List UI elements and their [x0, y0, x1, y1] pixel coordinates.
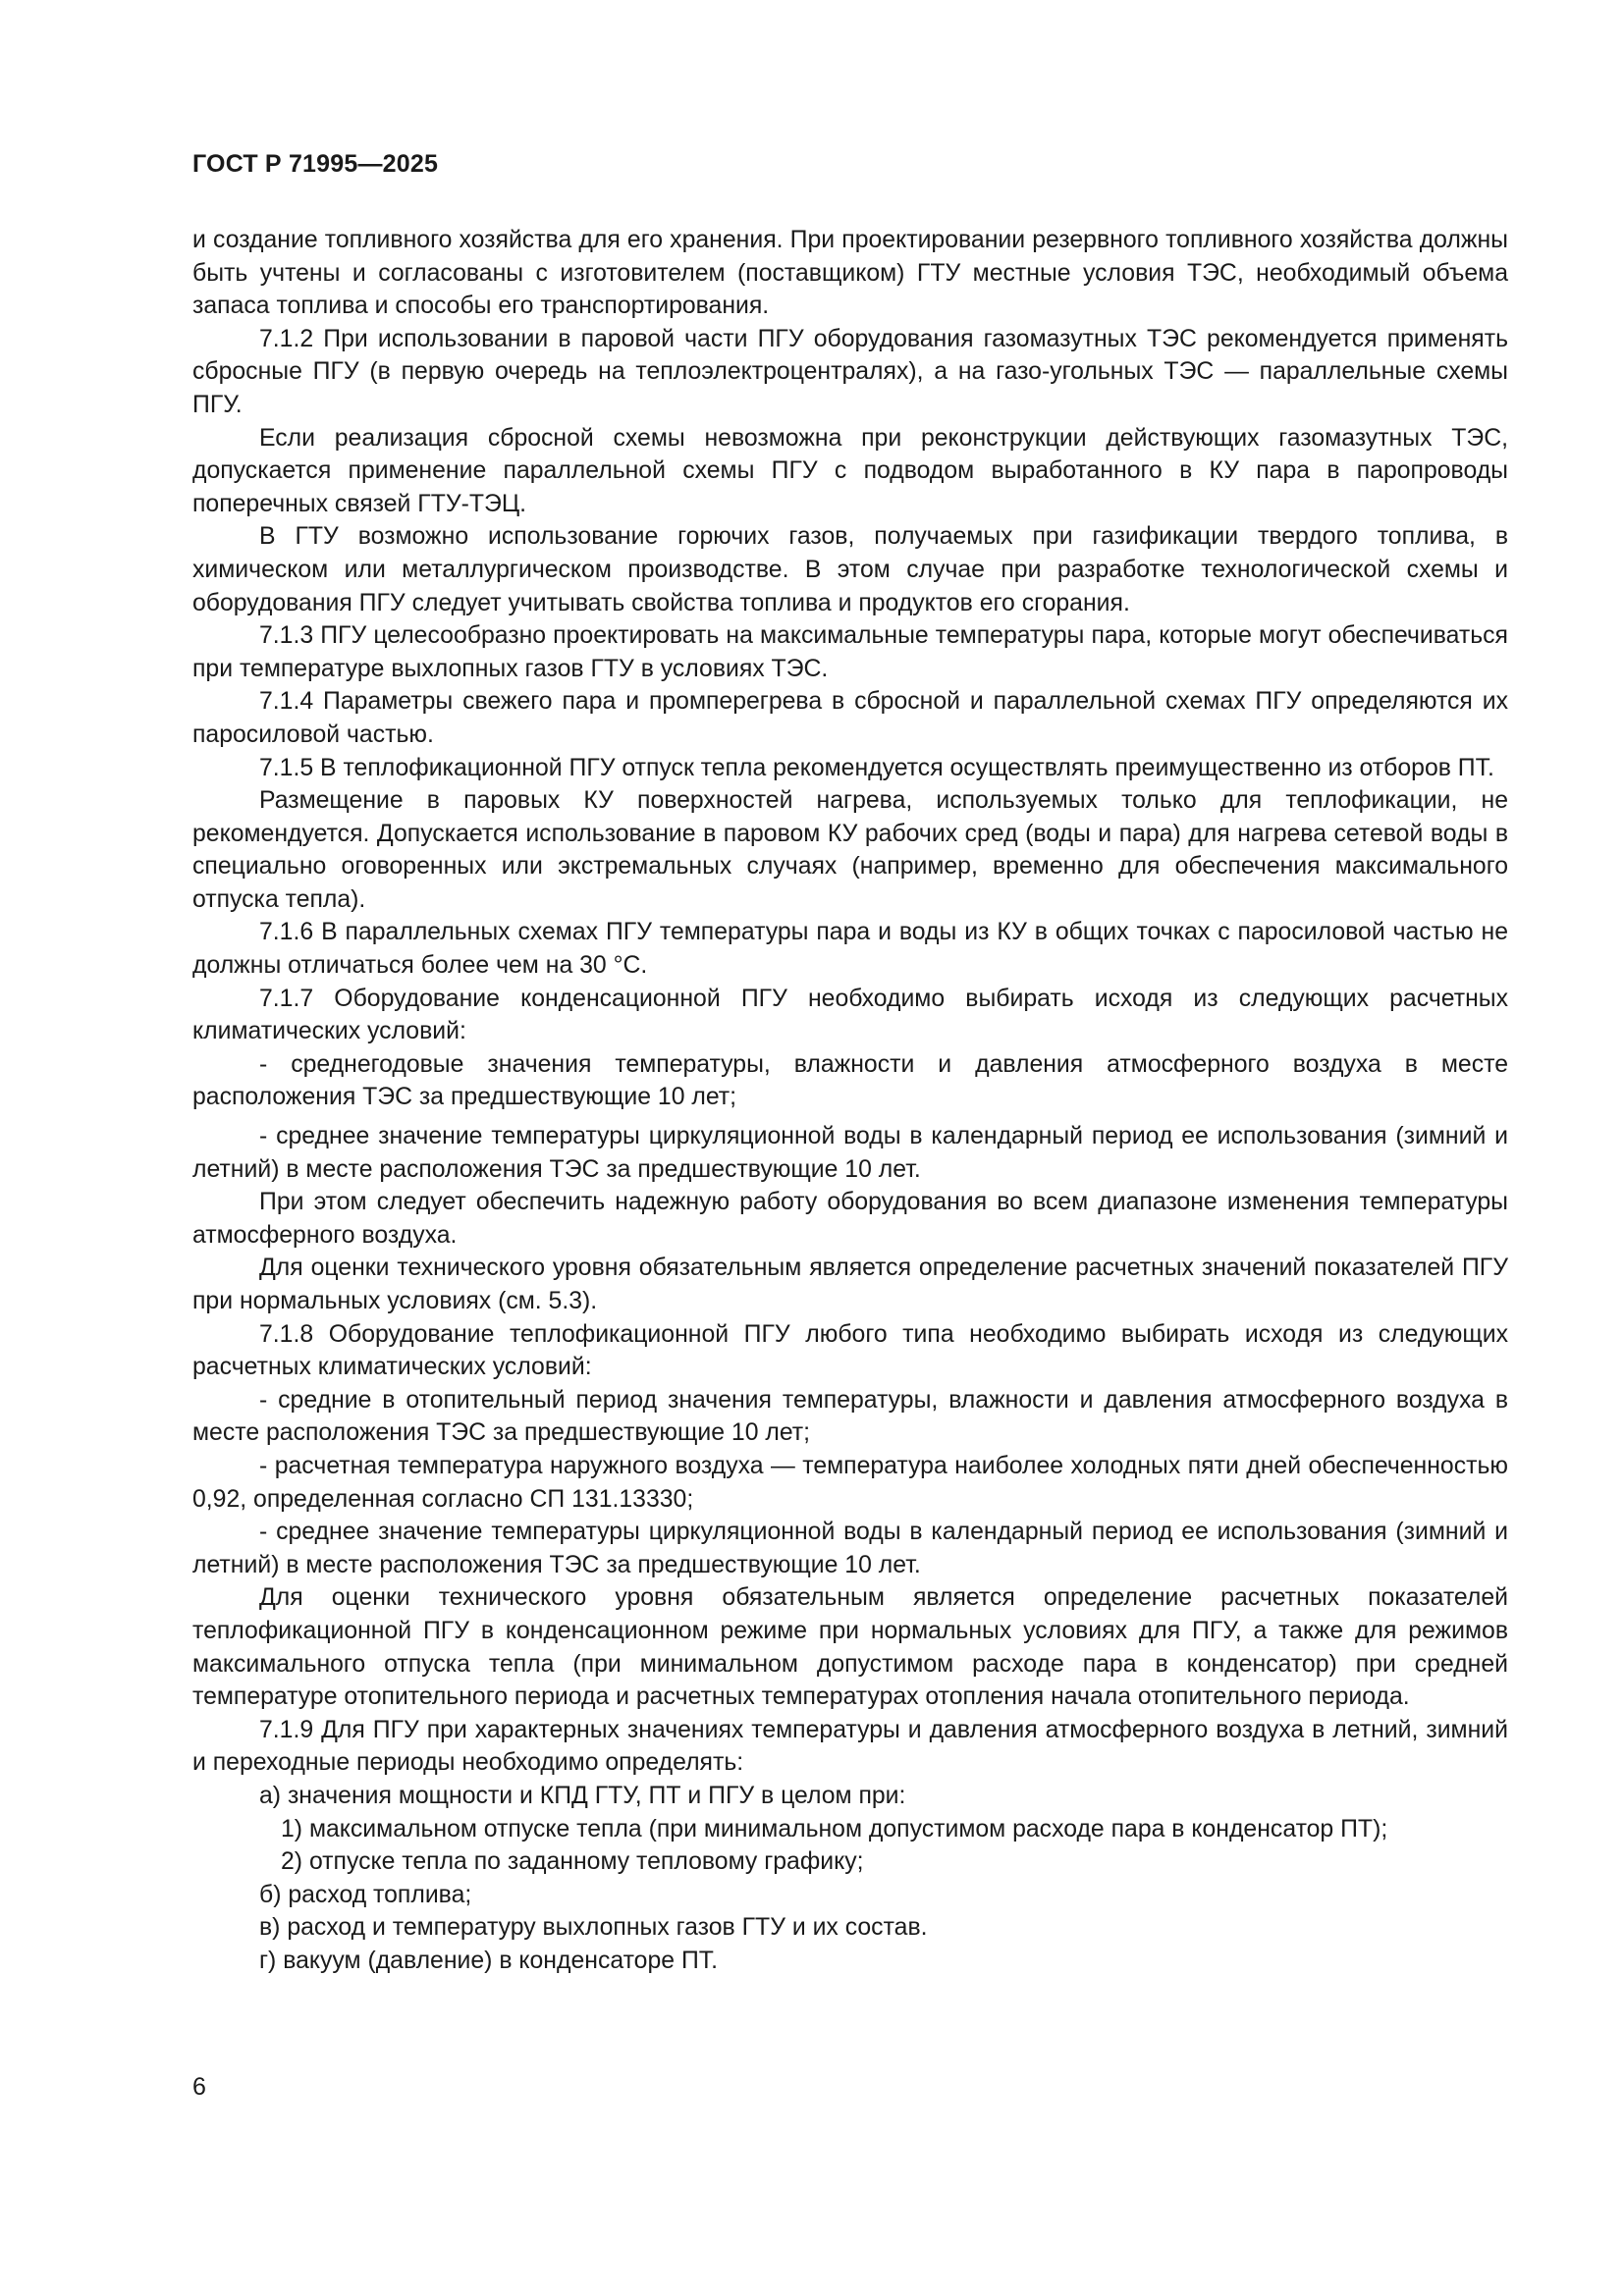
- list-item: б) расход топлива;: [259, 1881, 472, 1908]
- list-item: 1) максимальном отпуске тепла (при минимальном допустимом расходе пара в конденсатор ПТ);: [281, 1815, 1388, 1842]
- paragraph-7-1-7: 7.1.7 Оборудование конденсационной ПГУ необходимо выбирать исходя из следующих расчетных климатических условий:: [192, 985, 1508, 1045]
- list-item: - среднегодовые значения температуры, влажности и давления атмосферного воздуха в месте расположения ТЭС за предшествующие 10 лет;: [192, 1050, 1508, 1111]
- list-item: г) вакуум (давление) в конденсаторе ПТ.: [259, 1947, 719, 1974]
- paragraph: Для оценки технического уровня обязательным является определение расчетных значений показателей ПГУ при нормальных условиях (см. 5.3).: [192, 1255, 1508, 1314]
- paragraph: В ГТУ возможно использование горючих газов, получаемых при газификации твердого топлива, в химическом или металлургическом производстве. В этом случае при разработке технологической схемы и оборудования ПГУ следует учитывать свойства топлива и продуктов его сгорания.: [192, 523, 1508, 616]
- paragraph: Для оценки технического уровня обязательным является определение расчетных показателей теплофикационной ПГУ в конденсационном режиме при нормальных условиях для ПГУ, а также для режимов максимального отпуска тепла (при минимальном допустимом расходе пара в конденсатор) при средней температуре отопительного периода и расчетных температурах отопления начала отопительного периода.: [192, 1584, 1508, 1711]
- page-number: 6: [192, 2073, 206, 2101]
- list-item: 2) отпуске тепла по заданному тепловому графику;: [281, 1848, 864, 1876]
- paragraph: При этом следует обеспечить надежную работу оборудования во всем диапазоне изменения температуры атмосферного воздуха.: [192, 1189, 1508, 1249]
- paragraph-7-1-3: 7.1.3 ПГУ целесообразно проектировать на максимальные температуры пара, которые могут обеспечиваться при температуре выхлопных газов ГТУ в условиях ТЭС.: [192, 622, 1508, 682]
- document-body: [192, 224, 1508, 1977]
- paragraph: Если реализация сбросной схемы невозможна при реконструкции действующих газомазутных ТЭС, допускается применение параллельной схемы ПГУ с подводом выработанного в КУ пара в паропроводы поперечных связей ГТУ-ТЭЦ.: [192, 424, 1508, 517]
- list-item: - среднее значение температуры циркуляционной воды в календарный период ее использования (зимний и летний) в месте расположения ТЭС за предшествующие 10 лет.: [192, 1519, 1508, 1578]
- paragraph: Размещение в паровых КУ поверхностей нагрева, используемых только для теплофикации, не рекомендуется. Допускается использование в паровом КУ рабочих сред (воды и пара) для нагрева сетевой воды в специально оговоренных или экстремальных случаях (например, временно для обеспечения максимального отпуска тепла).: [192, 787, 1508, 913]
- list-item: - расчетная температура наружного воздуха — температура наиболее холодных пяти дней обеспеченностью 0,92, определенная согласно СП 131.13330;: [192, 1452, 1508, 1513]
- document-header: ГОСТ Р 71995—2025: [192, 150, 439, 178]
- paragraph-7-1-2: 7.1.2 При использовании в паровой части ПГУ оборудования газомазутных ТЭС рекомендуется применять сбросные ПГУ (в первую очередь на теплоэлектроцентралях), а на газо-угольных ТЭС — параллельные схемы ПГУ.: [192, 325, 1508, 418]
- paragraph-7-1-8: 7.1.8 Оборудование теплофикационной ПГУ любого типа необходимо выбирать исходя из следующих расчетных климатических условий:: [192, 1320, 1508, 1381]
- paragraph-7-1-4: 7.1.4 Параметры свежего пара и промперегрева в сбросной и параллельной схемах ПГУ определяются их паросиловой частью.: [192, 688, 1508, 748]
- list-item: - среднее значение температуры циркуляционной воды в календарный период ее использования (зимний и летний) в месте расположения ТЭС за предшествующие 10 лет.: [192, 1123, 1508, 1183]
- list-item: а) значения мощности и КПД ГТУ, ПТ и ПГУ в целом при:: [259, 1782, 906, 1809]
- paragraph-7-1-9: 7.1.9 Для ПГУ при характерных значениях температуры и давления атмосферного воздуха в летний, зимний и переходные периоды необходимо определять:: [192, 1716, 1508, 1777]
- paragraph-7-1-6: 7.1.6 В параллельных схемах ПГУ температуры пара и воды из КУ в общих точках с паросиловой частью не должны отличаться более чем на 30 °С.: [192, 919, 1508, 980]
- list-item: - средние в отопительный период значения температуры, влажности и давления атмосферного воздуха в месте расположения ТЭС за предшествующие 10 лет;: [192, 1386, 1508, 1447]
- list-item: в) расход и температуру выхлопных газов ГТУ и их состав.: [259, 1914, 928, 1942]
- paragraph-7-1-5: 7.1.5 В теплофикационной ПГУ отпуск тепла рекомендуется осуществлять преимущественно из отборов ПТ.: [259, 754, 1494, 781]
- paragraph: и создание топливного хозяйства для его хранения. При проектировании резервного топливного хозяйства должны быть учтены и согласованы с изготовителем (поставщиком) ГТУ местные условия ТЭС, необходимый объема запаса топлива и способы его транспортирования.: [192, 227, 1508, 320]
